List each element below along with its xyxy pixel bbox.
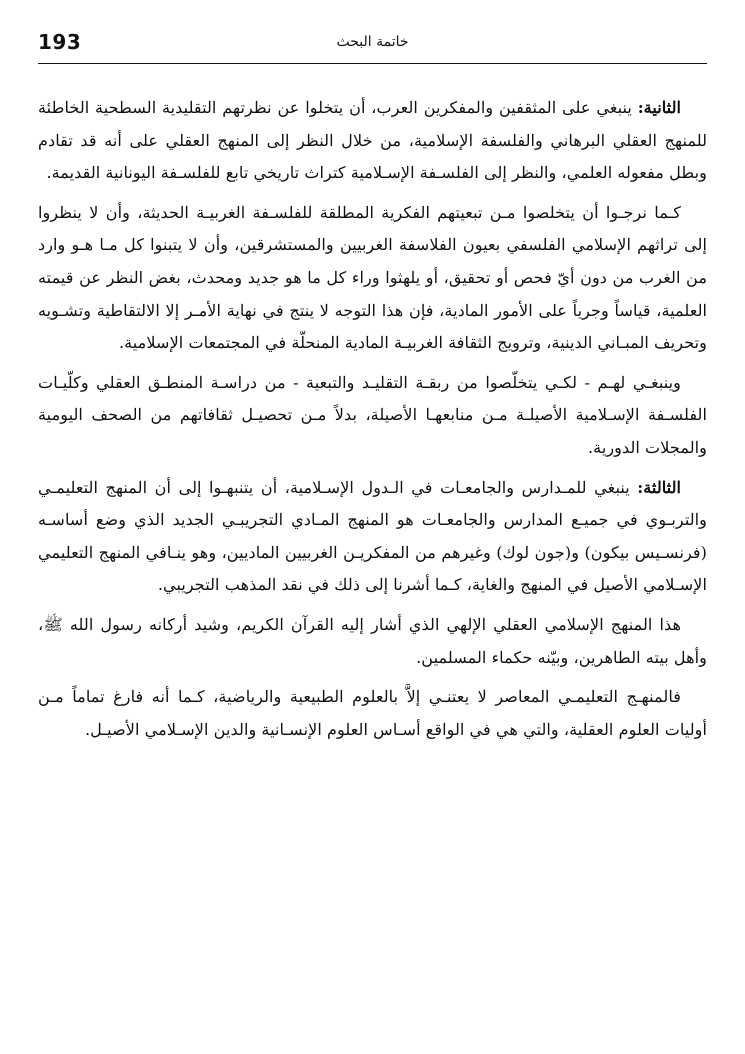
paragraph [38, 92, 707, 190]
paragraph [38, 472, 707, 602]
header-rule [38, 63, 707, 64]
paragraph [38, 367, 707, 465]
paragraph-text: هذا المنهج الإسلامي العقلي الإلهي الذي أشار إليه القرآن الكريم، وشيد أركانه رسول الله ﷺ، وأهل بيته الطاهرين، وبيّنه حكماء المسلمين. [38, 614, 707, 667]
paragraph-lead: الثانية: [637, 98, 681, 117]
paragraph-text: ينبغي للمـدارس والجامعـات في الـدول الإسـلامية، أن يتنبهـوا إلى أن المنهج التعليمـي والتربـوي في جميـع المدارس والجامعـات هو المنهج المـادي التجريبـي الجديد الذي وضع أساسـه (فرنسـيس بيكون) و(جون لوك) وغيرهم من المفكريـن الغربيين الماديين، وهو ينـافي المنهج التعليمي الإسـلامي الأصيل في المنهج والغاية، كـما أشرنا إلى ذلك في نقد المذهب التجريبي. [38, 477, 707, 595]
paragraph [38, 681, 707, 746]
running-title: خاتمة البحث [336, 34, 409, 50]
paragraph [38, 609, 707, 674]
body-text [38, 92, 707, 753]
paragraph-text: كـما نرجـوا أن يتخلصوا مـن تبعيتهم الفكرية المطلقة للفلسـفة الغربيـة الحديثة، وأن لا ينظروا إلى تراثهم الإسلامي الفلسفي بعيون الفلاسفة الغربيين والمستشرقين، وأن لا يتبنوا كل مـا هـو وارد من الغرب من دون أيّ فحص أو تحقيق، أو يلهثوا وراء كل ما هو جديد ومحدث، بغض النظر عن قيمته العلمية، قياساً وجرياً على الأمور المادية، فإن هذا التوجه لا ينتج في نهاية الأمـر إلا الالتقاطية وتشـويه وتحريف المبـاني الدينية، وترويج الثقافة الغربيـة المادية المنحلّة في المجتمعات الإسلامية. [38, 202, 707, 353]
paragraph [38, 197, 707, 360]
page-number: 193 [38, 30, 82, 54]
paragraph-text: وينبغـي لهـم - لكـي يتخلّصوا من ربقـة التقليـد والتبعية - من دراسـة المنطـق العقلي وكلّيـات الفلسـفة الإسـلامية الأصيلـة مـن منابعهـا الأصيلة، بدلاً مـن تحصيـل ثقافاتهم من الصحف اليومية والمجلات الدورية. [38, 372, 707, 457]
paragraph-text: ينبغي على المثقفين والمفكرين العرب، أن يتخلوا عن نظرتهم التقليدية السطحية الخاطئة للمنهج العقلي البرهاني والفلسفة الإسلامية، من خلال النظر إلى المنهج العقلي على أنه قد تقادم وبطل مفعوله العلمي، والنظر إلى الفلسـفة الإسـلامية كتراث تاريخي تابع للفلسـفة اليونانية القديمة. [38, 98, 707, 183]
paragraph-text: فالمنهـج التعليمـي المعاصر لا يعتنـي إلاَّ بالعلوم الطبيعية والرياضية، كـما أنه فارغ تماماً مـن أوليات العلوم العقلية، والتي هي في الواقع أسـاس العلوم الإنسـانية والدين الإسـلامي الأصيـل. [38, 687, 707, 739]
paragraph-lead: الثالثة: [637, 477, 681, 497]
